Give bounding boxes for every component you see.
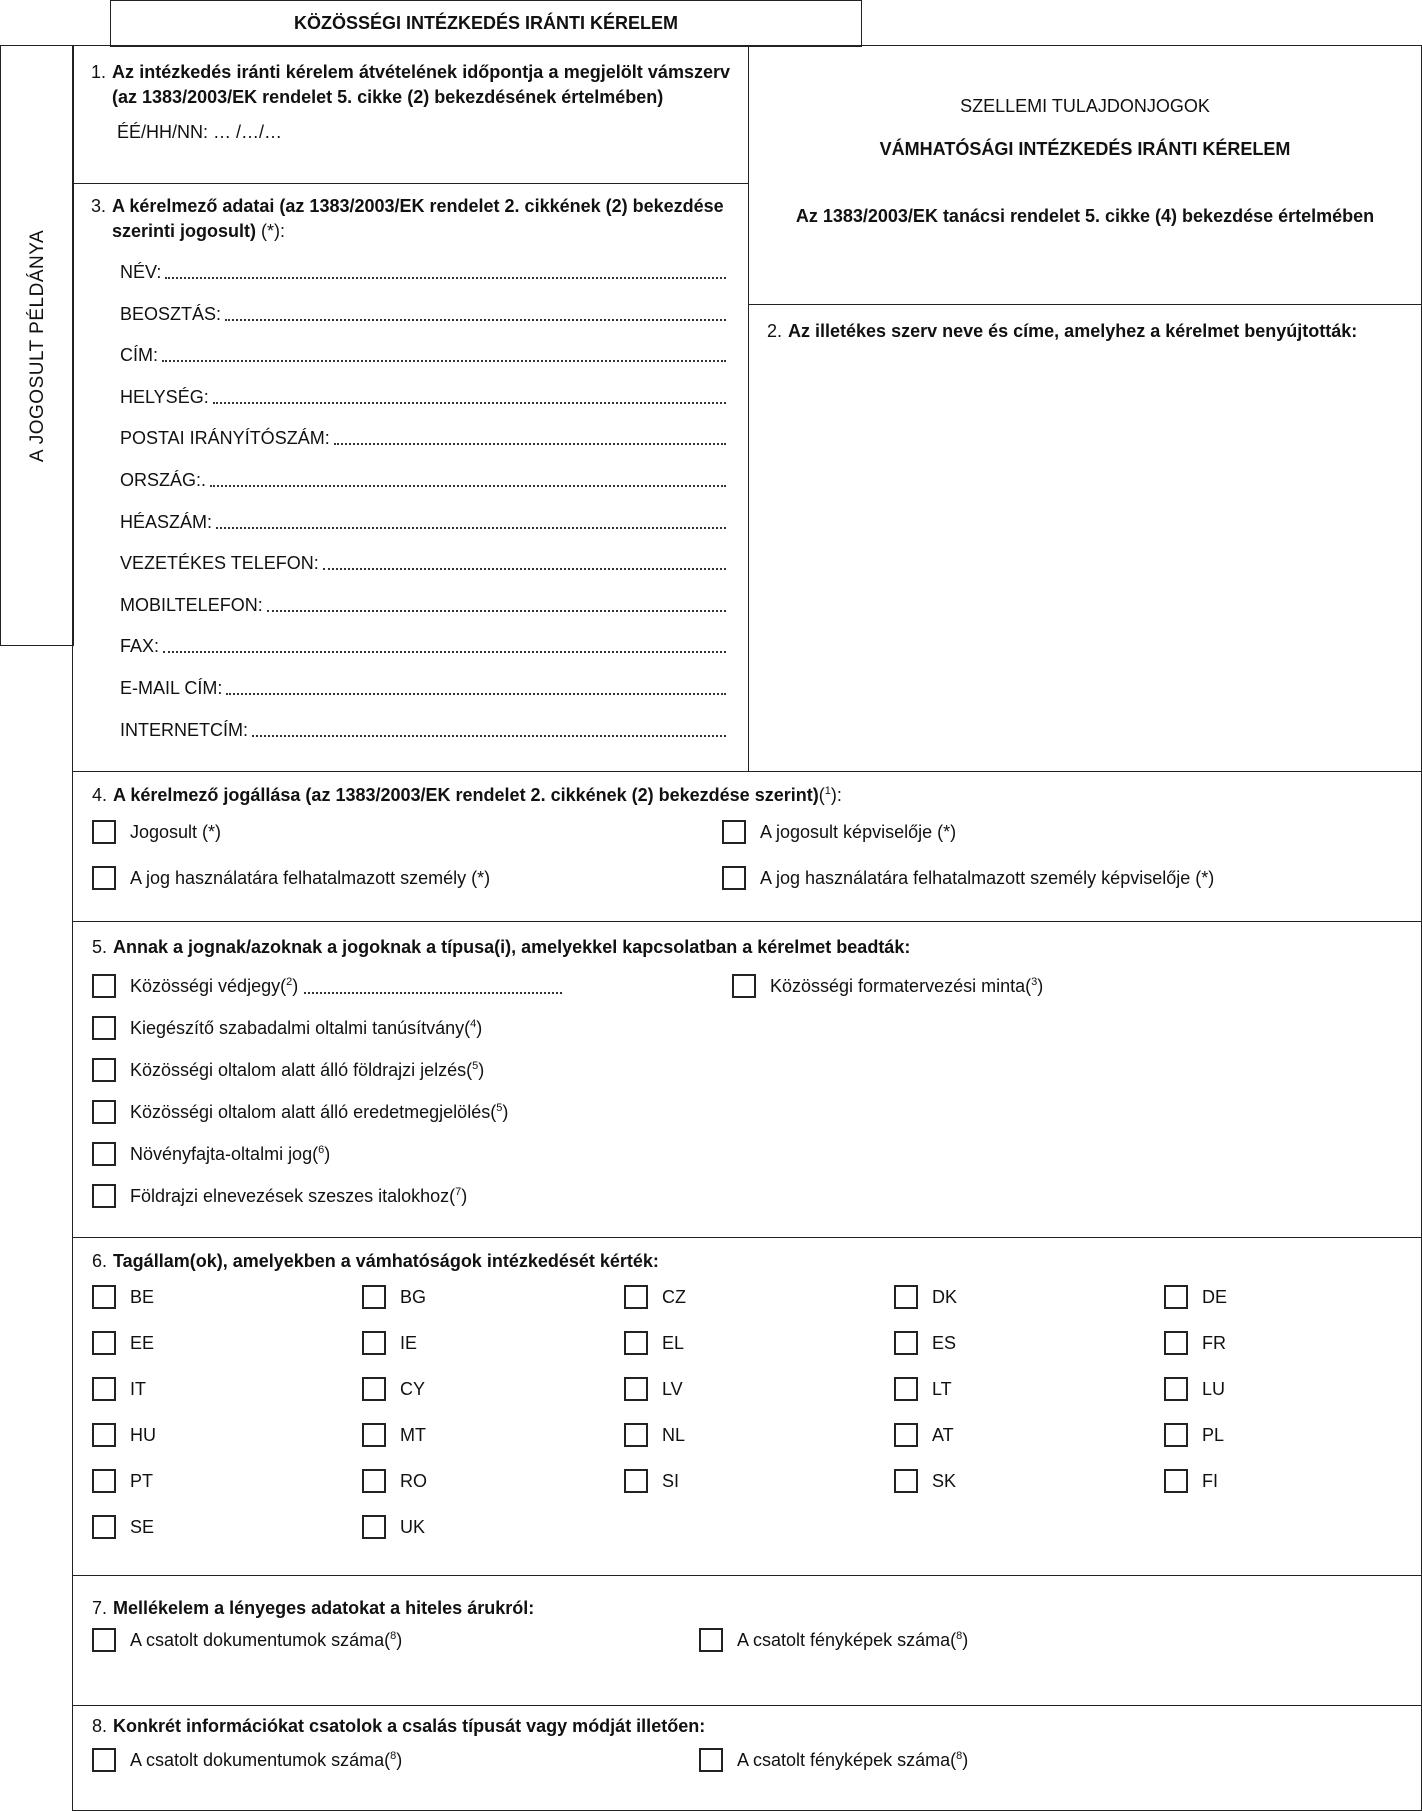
option-label: A jog használatára felhatalmazott személy (*) bbox=[130, 867, 491, 888]
checkbox[interactable] bbox=[92, 1748, 116, 1772]
country-option-es[interactable] bbox=[894, 1331, 956, 1355]
attachment-option[interactable] bbox=[92, 1748, 402, 1772]
option-label: DE bbox=[1202, 1286, 1228, 1307]
checkbox[interactable] bbox=[362, 1515, 386, 1539]
option-label: RO bbox=[400, 1470, 427, 1491]
applicant-field[interactable] bbox=[120, 262, 726, 283]
option-label: A csatolt fényképek száma bbox=[737, 1749, 951, 1770]
checkbox[interactable] bbox=[894, 1423, 918, 1447]
option-label: Közösségi formatervezési minta bbox=[770, 975, 1026, 996]
checkbox[interactable] bbox=[92, 1628, 116, 1652]
country-option-fr[interactable] bbox=[1164, 1331, 1226, 1355]
field-input-line[interactable] bbox=[225, 318, 726, 321]
applicant-field[interactable] bbox=[120, 553, 726, 574]
form-title: KÖZÖSSÉGI INTÉZKEDÉS IRÁNTI KÉRELEM bbox=[293, 13, 679, 33]
checkbox[interactable] bbox=[894, 1469, 918, 1493]
checkbox[interactable] bbox=[92, 1058, 116, 1082]
option-label: A csatolt dokumentumok száma bbox=[130, 1749, 385, 1770]
field-label: INTERNETCÍM: bbox=[120, 719, 248, 740]
footnote-ref: ( $^4$ ) bbox=[464, 1018, 482, 1039]
dotted-line[interactable] bbox=[304, 978, 562, 994]
applicant-field[interactable] bbox=[120, 387, 726, 408]
checkbox[interactable] bbox=[722, 820, 746, 844]
section-3-title: A kérelmező adatai (az 1383/2003/EK rendelet 2. cikkének (2) bekezdése szerinti jogosult) bbox=[112, 196, 724, 241]
option-label: FI bbox=[1202, 1470, 1218, 1491]
option-label: PT bbox=[130, 1470, 154, 1491]
option-label: Kiegészítő szabadalmi oltalmi tanúsítvány bbox=[130, 1017, 465, 1038]
country-option-fi[interactable] bbox=[1164, 1469, 1218, 1493]
option-label: Jogosult (*) bbox=[130, 821, 222, 842]
country-option-el[interactable] bbox=[624, 1331, 684, 1355]
country-option-pt[interactable] bbox=[92, 1469, 153, 1493]
section-8-heading: 8. Konkrét információkat csatolok a csalás típusát vagy módját illetően: bbox=[92, 1716, 706, 1736]
option-label: FR bbox=[1202, 1332, 1226, 1353]
field-label: FAX: bbox=[120, 636, 160, 657]
checkbox[interactable] bbox=[894, 1377, 918, 1401]
attachment-option[interactable] bbox=[699, 1628, 968, 1652]
status-option[interactable] bbox=[92, 866, 490, 890]
section-3: 3. A kérelmező adatai (az 1383/2003/EK rendelet 2. cikkének (2) bekezdése szerinti jogosult) (*): bbox=[72, 183, 749, 772]
country-option-lt[interactable] bbox=[894, 1377, 952, 1401]
checkbox[interactable] bbox=[92, 1184, 116, 1208]
section-5-heading: 5. Annak a jognak/azoknak a jogoknak a típusa(i), amelyekkel kapcsolatban a kérelmet beadták: bbox=[92, 937, 911, 957]
footnote-ref: ( $^8$ ) bbox=[384, 1630, 402, 1651]
option-label: BE bbox=[130, 1286, 155, 1307]
field-input-line[interactable] bbox=[165, 276, 726, 279]
option-label: AT bbox=[932, 1424, 954, 1445]
section-7-heading: 7. Mellékelem a lényeges adatokat a hiteles árukról: bbox=[92, 1598, 535, 1618]
field-input-line[interactable] bbox=[210, 484, 726, 487]
country-option-it[interactable] bbox=[92, 1377, 146, 1401]
country-option-ro[interactable] bbox=[362, 1469, 427, 1493]
applicant-field[interactable] bbox=[120, 595, 726, 616]
field-input-line[interactable] bbox=[226, 692, 726, 695]
field-input-line[interactable] bbox=[216, 526, 726, 529]
option-label: NL bbox=[662, 1424, 686, 1445]
country-option-hu[interactable] bbox=[92, 1423, 156, 1447]
checkbox[interactable] bbox=[1164, 1377, 1188, 1401]
country-option-uk[interactable] bbox=[362, 1515, 425, 1539]
option-label: Közösségi oltalom alatt álló eredetmegjelölés bbox=[130, 1101, 491, 1122]
checkbox[interactable] bbox=[92, 866, 116, 890]
option-label: Növényfajta-oltalmi jog bbox=[130, 1143, 313, 1164]
option-label: A csatolt fényképek száma bbox=[737, 1629, 951, 1650]
checkbox[interactable] bbox=[1164, 1469, 1188, 1493]
checkbox[interactable] bbox=[362, 1377, 386, 1401]
footnote-ref: ( $^6$ ) bbox=[312, 1144, 330, 1165]
date-field[interactable]: ÉÉ/HH/NN: … /…/… bbox=[117, 122, 283, 142]
field-input-line[interactable] bbox=[323, 567, 726, 570]
checkbox[interactable] bbox=[624, 1331, 648, 1355]
applicant-field[interactable] bbox=[120, 512, 726, 533]
checkbox[interactable] bbox=[699, 1748, 723, 1772]
status-option[interactable] bbox=[722, 820, 956, 844]
heading-line-3: Az 1383/2003/EK tanácsi rendelet 5. cikke (4) bekezdése értelmében bbox=[795, 206, 1375, 226]
applicant-field[interactable] bbox=[120, 636, 726, 657]
option-label: LT bbox=[932, 1378, 952, 1399]
option-label: Közösségi oltalom alatt álló földrajzi jelzés bbox=[130, 1059, 467, 1080]
country-option-de[interactable] bbox=[1164, 1285, 1227, 1309]
field-input-line[interactable] bbox=[163, 650, 726, 653]
footnote-ref: ( $^5$ ) bbox=[466, 1060, 484, 1081]
country-option-cy[interactable] bbox=[362, 1377, 425, 1401]
form-title-box bbox=[110, 0, 862, 47]
country-option-cz[interactable] bbox=[624, 1285, 686, 1309]
country-option-pl[interactable] bbox=[1164, 1423, 1224, 1447]
country-option-be[interactable] bbox=[92, 1285, 154, 1309]
option-label: LV bbox=[662, 1378, 683, 1399]
checkbox[interactable] bbox=[624, 1285, 648, 1309]
side-label: A JOGOSULT PÉLDÁNYA bbox=[27, 229, 48, 463]
checkbox[interactable] bbox=[92, 1423, 116, 1447]
country-option-ie[interactable] bbox=[362, 1331, 417, 1355]
option-label: PL bbox=[1202, 1424, 1225, 1445]
option-label: BG bbox=[400, 1286, 427, 1307]
checkbox[interactable] bbox=[624, 1423, 648, 1447]
footnote-ref: ( $^5$ ) bbox=[490, 1102, 508, 1123]
checkbox[interactable] bbox=[1164, 1331, 1188, 1355]
section-2-title[interactable]: Az illetékes szerv neve és címe, amelyhez a kérelmet benyújtották: bbox=[788, 321, 1358, 341]
option-label: HU bbox=[130, 1424, 156, 1445]
heading-line-2: VÁMHATÓSÁGI INTÉZKEDÉS IRÁNTI KÉRELEM bbox=[879, 139, 1291, 159]
attachment-option[interactable] bbox=[699, 1748, 968, 1772]
applicant-field[interactable] bbox=[120, 428, 726, 449]
field-label: MOBILTELEFON: bbox=[120, 594, 263, 615]
right-type-option[interactable] bbox=[92, 1058, 484, 1082]
footnote-ref: ( $^2$ ) bbox=[280, 976, 298, 997]
checkbox[interactable] bbox=[92, 1469, 116, 1493]
field-input-line[interactable] bbox=[252, 734, 726, 737]
checkbox[interactable] bbox=[894, 1285, 918, 1309]
field-input-line[interactable] bbox=[213, 401, 726, 404]
checkbox[interactable] bbox=[362, 1331, 386, 1355]
checkbox[interactable] bbox=[92, 1331, 116, 1355]
checkbox[interactable] bbox=[1164, 1423, 1188, 1447]
side-strip bbox=[0, 45, 74, 646]
option-label: Földrajzi elnevezések szeszes italokhoz bbox=[130, 1185, 450, 1206]
country-option-bg[interactable] bbox=[362, 1285, 426, 1309]
option-label: EL bbox=[662, 1332, 685, 1353]
field-label: HÉASZÁM: bbox=[120, 511, 213, 532]
option-label: EE bbox=[130, 1332, 155, 1353]
option-label: SK bbox=[932, 1470, 957, 1491]
checkbox[interactable] bbox=[362, 1285, 386, 1309]
checkbox[interactable] bbox=[92, 1285, 116, 1309]
checkbox[interactable] bbox=[362, 1469, 386, 1493]
country-option-ee[interactable] bbox=[92, 1331, 154, 1355]
checkbox[interactable] bbox=[362, 1423, 386, 1447]
option-label: LU bbox=[1202, 1378, 1226, 1399]
right-type-option[interactable] bbox=[92, 974, 562, 998]
checkbox[interactable] bbox=[894, 1331, 918, 1355]
checkbox[interactable] bbox=[1164, 1285, 1188, 1309]
right-type-option[interactable] bbox=[92, 1100, 508, 1124]
country-option-se[interactable] bbox=[92, 1515, 154, 1539]
status-option[interactable] bbox=[92, 820, 221, 844]
checkbox[interactable] bbox=[92, 1016, 116, 1040]
field-label: VEZETÉKES TELEFON: bbox=[120, 553, 319, 574]
option-label: CY bbox=[400, 1378, 426, 1399]
section-1-title: Az intézkedés iránti kérelem átvételének időpontja a megjelölt vámszerv (az 1383/2003/EK rendelet 5. cikke (2) bekezdésének értelmében) bbox=[112, 62, 730, 107]
footnote-ref: ( $^8$ ) bbox=[384, 1750, 402, 1771]
checkbox[interactable] bbox=[722, 866, 746, 890]
checkbox[interactable] bbox=[732, 974, 756, 998]
status-option[interactable] bbox=[722, 866, 1214, 890]
field-label: NÉV: bbox=[120, 262, 162, 282]
country-option-mt[interactable] bbox=[362, 1423, 426, 1447]
section-4-heading: 4. A kérelmező jogállása (az 1383/2003/EK rendelet 2. cikkének (2) bekezdése szerint) ( $^1$ ) : bbox=[92, 785, 842, 806]
option-label: A csatolt dokumentumok száma bbox=[130, 1629, 385, 1650]
footnote-ref: ( $^8$ ) bbox=[950, 1750, 968, 1771]
checkbox[interactable] bbox=[624, 1377, 648, 1401]
field-input-line[interactable] bbox=[267, 609, 726, 612]
checkbox[interactable] bbox=[92, 1142, 116, 1166]
country-option-si[interactable] bbox=[624, 1469, 679, 1493]
checkbox[interactable] bbox=[92, 820, 116, 844]
option-label: CZ bbox=[662, 1286, 686, 1307]
checkbox[interactable] bbox=[92, 1377, 116, 1401]
applicant-field[interactable] bbox=[120, 304, 726, 325]
country-option-lu[interactable] bbox=[1164, 1377, 1225, 1401]
applicant-field[interactable] bbox=[120, 678, 726, 699]
footnote-ref: ( $^3$ ) bbox=[1025, 976, 1043, 997]
heading-line-1: SZELLEMI TULAJDONJOGOK bbox=[960, 96, 1210, 116]
right-type-option[interactable] bbox=[92, 1016, 482, 1040]
footnote-ref: ( $^8$ ) bbox=[950, 1630, 968, 1651]
option-label: SE bbox=[130, 1516, 155, 1537]
field-label: POSTAI IRÁNYÍTÓSZÁM: bbox=[120, 428, 330, 449]
field-input-line[interactable] bbox=[334, 442, 726, 445]
checkbox[interactable] bbox=[699, 1628, 723, 1652]
right-heading bbox=[748, 45, 1422, 305]
checkbox[interactable] bbox=[92, 1100, 116, 1124]
section-2: 2. Az illetékes szerv neve és címe, amelyhez a kérelmet benyújtották: bbox=[748, 304, 1422, 772]
field-input-line[interactable] bbox=[162, 359, 726, 362]
applicant-field[interactable] bbox=[120, 720, 726, 741]
country-option-at[interactable] bbox=[894, 1423, 954, 1447]
option-label: A jog használatára felhatalmazott személy képviselője (*) bbox=[760, 867, 1215, 888]
checkbox[interactable] bbox=[92, 974, 116, 998]
country-option-lv[interactable] bbox=[624, 1377, 683, 1401]
right-type-option[interactable] bbox=[92, 1142, 330, 1166]
field-label: ORSZÁG:. bbox=[120, 470, 207, 490]
option-label: DK bbox=[932, 1286, 958, 1307]
checkbox[interactable] bbox=[624, 1469, 648, 1493]
applicant-field[interactable] bbox=[120, 470, 726, 491]
option-label: MT bbox=[400, 1424, 426, 1445]
option-label: ES bbox=[932, 1332, 957, 1353]
option-label: IE bbox=[400, 1332, 418, 1353]
field-label: HELYSÉG: bbox=[120, 386, 209, 407]
field-label: E-MAIL CÍM: bbox=[120, 678, 223, 698]
country-option-sk[interactable] bbox=[894, 1469, 956, 1493]
right-type-option[interactable] bbox=[732, 974, 1043, 998]
section-6-heading: 6. Tagállam(ok), amelyekben a vámhatóságok intézkedését kérték: bbox=[92, 1251, 659, 1271]
right-type-option[interactable] bbox=[92, 1184, 467, 1208]
option-label: SI bbox=[662, 1470, 680, 1491]
field-label: BEOSZTÁS: bbox=[120, 303, 222, 324]
country-option-dk[interactable] bbox=[894, 1285, 957, 1309]
option-label: A jogosult képviselője (*) bbox=[760, 821, 957, 842]
country-option-nl[interactable] bbox=[624, 1423, 685, 1447]
field-label: CÍM: bbox=[120, 345, 158, 366]
option-label: Közösségi védjegy bbox=[130, 975, 281, 996]
option-label: IT bbox=[130, 1378, 146, 1399]
option-label: UK bbox=[400, 1516, 426, 1537]
applicant-field[interactable] bbox=[120, 345, 726, 366]
checkbox[interactable] bbox=[92, 1515, 116, 1539]
section-1: 1. Az intézkedés iránti kérelem átvételének időpontja a megjelölt vámszerv (az 1383/2003/EK rendelet 5. cikke (2) bekezdésének értelmében) ÉÉ/HH/NN: … /…/… bbox=[72, 45, 749, 184]
attachment-option[interactable] bbox=[92, 1628, 402, 1652]
footnote-ref: ( $^7$ ) bbox=[449, 1186, 467, 1207]
